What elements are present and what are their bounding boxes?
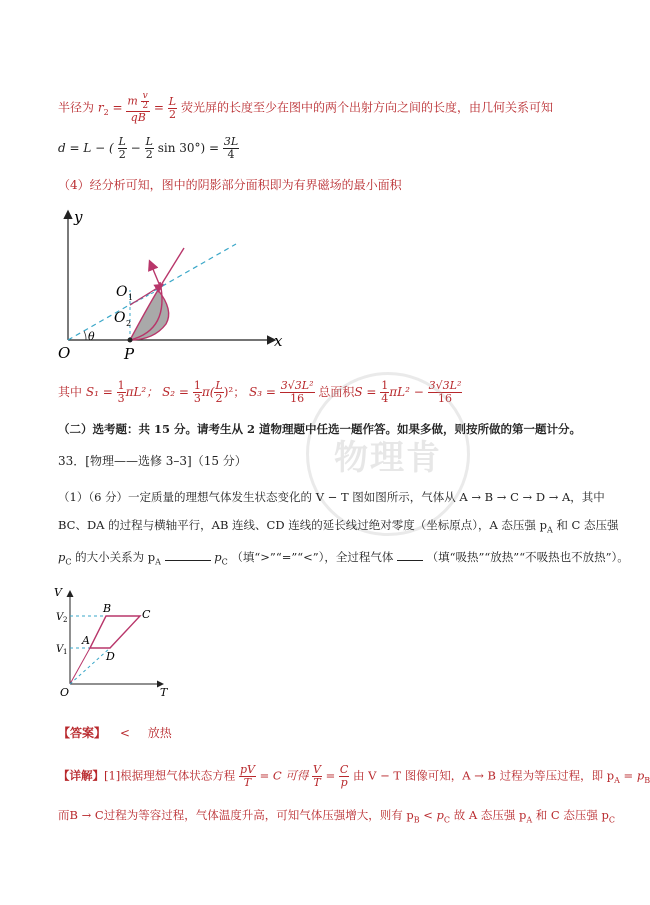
q1-line3-b: 的大小关系为 p	[71, 550, 156, 564]
v-over-t	[312, 764, 322, 789]
label-o2-sub: 2	[126, 319, 132, 328]
q1-line2	[58, 516, 619, 539]
pc-symbol-2: p	[214, 550, 222, 564]
magnetic-field-figure	[50, 200, 290, 370]
label-x: x	[274, 332, 283, 350]
s1-label: S₁ =	[85, 385, 113, 399]
label-b: B	[103, 602, 112, 615]
abcd-cycle	[90, 616, 140, 648]
d-f2-bot: 2	[145, 148, 153, 161]
s3-bot: 16	[290, 392, 305, 405]
d-f2-top: L	[145, 135, 153, 148]
d-frac-result	[223, 136, 239, 161]
vt-diagram	[50, 586, 180, 698]
pc-sub: C	[65, 557, 72, 567]
s3-label: S₃ =	[249, 385, 276, 399]
areas-prefix: 其中	[58, 385, 83, 399]
s1-bot: 3	[117, 392, 125, 405]
vt-top: V	[313, 763, 321, 776]
explain-t1: [1]根据理想气体状态方程	[104, 768, 236, 783]
origin-a-line	[70, 648, 90, 684]
cp-top: C	[339, 763, 349, 776]
label-o-2: O	[60, 686, 70, 699]
label-v1-sub: 1	[63, 648, 68, 656]
l2-sub1: B	[413, 815, 420, 825]
d-res-top: 3L	[223, 135, 239, 148]
watermark-stamp	[306, 372, 470, 536]
d-equation	[58, 136, 239, 161]
c-over-p	[339, 764, 349, 789]
label-a: A	[82, 634, 90, 647]
q1-line2-tail: 和 C 态压强	[552, 518, 619, 532]
label-c: C	[142, 608, 151, 621]
label-v2: V	[56, 612, 64, 623]
radius-suffix: 荧光屏的长度至少在图中的两个出射方向之间的长度，由几何关系可知	[180, 100, 553, 115]
point-p	[128, 338, 133, 343]
answer-line	[58, 724, 172, 742]
label-theta: θ	[88, 330, 95, 343]
label-t: T	[160, 686, 168, 699]
explain-eq: = p	[619, 768, 645, 783]
q1-line2-sub: A	[546, 525, 553, 535]
l2-sub4: C	[608, 815, 616, 825]
d-f1-bot: 2	[118, 148, 126, 161]
s2-label: S₂ =	[162, 385, 189, 399]
s-top2: 3√3L²	[428, 379, 462, 392]
q1-line3	[58, 548, 629, 571]
s3-fraction	[280, 380, 315, 405]
l2-sub2: C	[443, 815, 451, 825]
r2-symbol: r	[97, 100, 104, 115]
label-o: O	[58, 344, 71, 362]
origin-d-dashed	[70, 648, 110, 684]
s2-top: 1	[193, 379, 201, 392]
analysis-line: （4）经分析可知，图中的阴影部分面积即为有界磁场的最小面积	[58, 178, 402, 192]
q1-line3-d: （填“>”“=”“<”），全过程气体	[231, 550, 394, 564]
label-v: V	[54, 586, 62, 599]
answer-2: 放热	[147, 726, 172, 740]
l-num: L	[168, 94, 177, 108]
label-d: D	[106, 650, 115, 663]
question-33-heading: 33．[物理——选修 3–3]（15 分）	[58, 454, 247, 468]
explain-t2: = C 可得	[259, 768, 309, 783]
eq-sign-2: =	[153, 100, 164, 115]
vt-bot: T	[313, 776, 321, 789]
s2-tail: )²；	[223, 385, 246, 399]
q1-line3-e: （填“吸热”“放热”“不吸热也不放热”）。	[426, 550, 629, 564]
label-p: P	[124, 345, 135, 363]
label-v1: V	[56, 644, 64, 655]
cp-bot: p	[340, 776, 348, 789]
mv-over-qb-fraction	[126, 92, 150, 124]
d-f1-top: L	[118, 135, 126, 148]
s1-fraction	[117, 380, 126, 405]
s2-in-top: L	[215, 379, 223, 392]
answer-blank-1[interactable]	[165, 548, 211, 561]
q1-line1: （1）（6 分）一定质量的理想气体发生状态变化的 V − T 图如图所示，气体从 A → B → C → D → A，其中	[58, 490, 605, 504]
s2-bot: 3	[193, 392, 201, 405]
s-bot2: 16	[438, 392, 452, 405]
s-top1: 1	[381, 379, 389, 392]
theta-arc	[84, 331, 86, 340]
l-den: 2	[168, 107, 176, 121]
exit-direction-line	[158, 248, 184, 290]
l2-lt: < p	[419, 808, 444, 822]
shaded-region	[130, 290, 169, 340]
s2-fraction	[193, 380, 202, 405]
explain-line2-text: 而B → C过程为等容过程，气体温度升高，可知气体压强增大，则有 p	[58, 808, 414, 822]
answer-1: <	[119, 726, 130, 740]
explain-line-2	[58, 806, 615, 829]
explain-label: 【详解】	[58, 768, 104, 783]
pa-sub: A	[155, 557, 161, 567]
pc-symbol: p	[58, 550, 66, 564]
explain-t3: =	[325, 768, 336, 783]
s1-tail: πL²；	[125, 385, 159, 399]
explain-line-1	[58, 764, 650, 790]
d-frac-2	[145, 136, 154, 161]
r2-sub: 2	[103, 107, 109, 117]
pv-top: pV	[239, 763, 255, 776]
s2-mid: π(	[201, 385, 215, 399]
pv-bot: T	[243, 776, 252, 789]
s-bot1: 4	[381, 392, 389, 405]
s2-in-bot: 2	[215, 392, 223, 405]
answer-label: 【答案】	[58, 726, 107, 740]
s3-top: 3√3L²	[280, 379, 314, 392]
l2-tail: 故 A 态压强 p	[450, 808, 527, 822]
d-frac-1	[118, 136, 127, 161]
total-area-label: 总面积	[318, 385, 355, 399]
pc-sub-2: C	[221, 557, 228, 567]
velocity-arrow	[150, 262, 160, 286]
section-2-heading: （二）选考题：共 15 分。请考生从 2 道物理题中任选一题作答。如果多做，则按所做的第一题计分。	[58, 422, 582, 436]
s-mid: πL² −	[389, 385, 424, 399]
label-o1-sub: 1	[128, 293, 134, 302]
qb-denominator: qB	[130, 111, 146, 124]
label-o2: O	[114, 310, 126, 326]
l2-tail2: 和 C 态压强 p	[532, 808, 609, 822]
d-sin: sin 30°) =	[157, 141, 220, 155]
explain-sub-a: A	[614, 775, 620, 785]
label-y: y	[74, 208, 83, 226]
d-minus: −	[130, 141, 141, 155]
s-label: S =	[354, 385, 377, 399]
pv-over-t	[239, 764, 256, 789]
m-symbol: m	[127, 94, 138, 108]
watermark-text: 物理肯	[334, 437, 442, 478]
explain-t4: 由 V − T 图像可知，A → B 过程为等压过程，即 p	[353, 768, 615, 783]
label-o1: O	[116, 284, 128, 300]
eq-sign: =	[112, 100, 123, 115]
s2-inner-fraction	[214, 380, 223, 405]
explain-sub-b: B	[644, 775, 650, 785]
d-lhs: d = L − (	[58, 141, 114, 155]
v-symbol: v	[142, 91, 148, 101]
l-over-2-fraction	[168, 96, 177, 121]
answer-blank-2[interactable]	[397, 548, 423, 561]
q1-line2-text: BC、DA 的过程与横轴平行，AB 连线、CD 连线的延长线过绝对零度（坐标原点），A 态压强 p	[58, 518, 547, 532]
label-v2-sub: 2	[63, 616, 68, 624]
two-denominator: 2	[142, 101, 149, 111]
l2-sub3: A	[526, 815, 533, 825]
d-res-bot: 4	[227, 148, 235, 161]
s1-top: 1	[117, 379, 125, 392]
radius-prefix: 半径为	[58, 100, 95, 115]
radius-line	[58, 92, 553, 124]
